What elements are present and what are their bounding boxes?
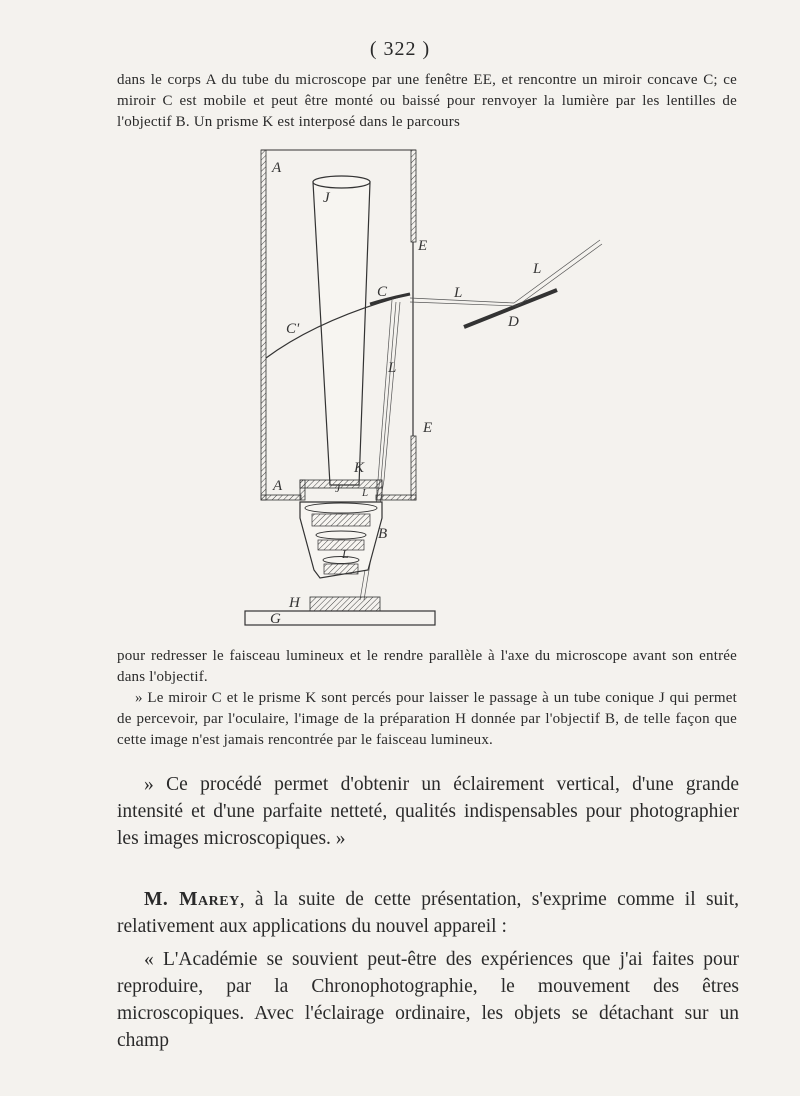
paragraph-5-text: , à la suite de cette présentation, s'exprime comme il suit, relativement aux applications du nouvel appareil :	[117, 889, 739, 937]
paragraph-5	[117, 886, 739, 940]
paragraph-6: « L'Académie se souvient peut-être des expériences que j'ai faites pour reproduire, par la Chronophotographie, le mouvement des êtres microscopiques. Avec l'éclairage ordinaire, les objets se détachant sur un champ	[117, 949, 739, 1051]
label-L-lens: L	[342, 547, 349, 561]
paragraph-1: dans le corps A du tube du microscope par une fenêtre EE, et rencontre un miroir concave C; ce miroir C est mobile et peut être monté ou baissé pour renvoyer la lumière par les lentilles de l'objectif B. Un prisme K est interposé dans le parcours	[117, 72, 737, 130]
preparation-H	[310, 597, 380, 611]
label-L-mid: L	[454, 285, 463, 301]
label-L-right: L	[533, 261, 542, 277]
microscope-diagram	[230, 140, 630, 635]
label-C-prime: C'	[286, 321, 300, 337]
light-beam	[360, 240, 602, 600]
page-number: ( 322 )	[369, 38, 431, 60]
label-A-top: A	[272, 160, 282, 176]
label-B: B	[378, 526, 388, 542]
paragraph-2: pour redresser le faisceau lumineux et le rendre parallèle à l'axe du microscope avant son entrée dans l'objectif.	[117, 648, 737, 685]
label-K: K	[354, 460, 365, 476]
label-L-lower: L	[388, 360, 397, 376]
paragraph-3: » Le miroir C et le prisme K sont percés pour laisser le passage à un tube conique J qui permet de percevoir, par l'oculaire, l'image de la préparation H donnée par l'objectif B, de telle façon que cette image n'est jamais rencontrée par le faisceau lumineux.	[117, 690, 737, 748]
mirror-C	[370, 294, 410, 304]
label-E-lower: E	[423, 420, 433, 436]
label-L-small: L	[362, 487, 369, 499]
label-C: C	[377, 284, 388, 300]
label-J-top: J	[323, 190, 330, 206]
conical-tube-J	[313, 176, 370, 485]
prism-K	[300, 480, 382, 488]
author-name: M. Marey	[144, 889, 240, 910]
label-H: H	[289, 595, 300, 611]
paragraph-4: » Ce procédé permet d'obtenir un éclairement vertical, d'une grande intensité et d'une parfaite netteté, qualités indispensables pour photographier les images microscopiques. »	[117, 774, 739, 849]
label-D: D	[508, 314, 519, 330]
label-G: G	[270, 611, 281, 627]
label-E-top: E	[418, 238, 428, 254]
label-A-bottom: A	[273, 478, 283, 494]
label-J-bottom: J	[335, 481, 341, 495]
